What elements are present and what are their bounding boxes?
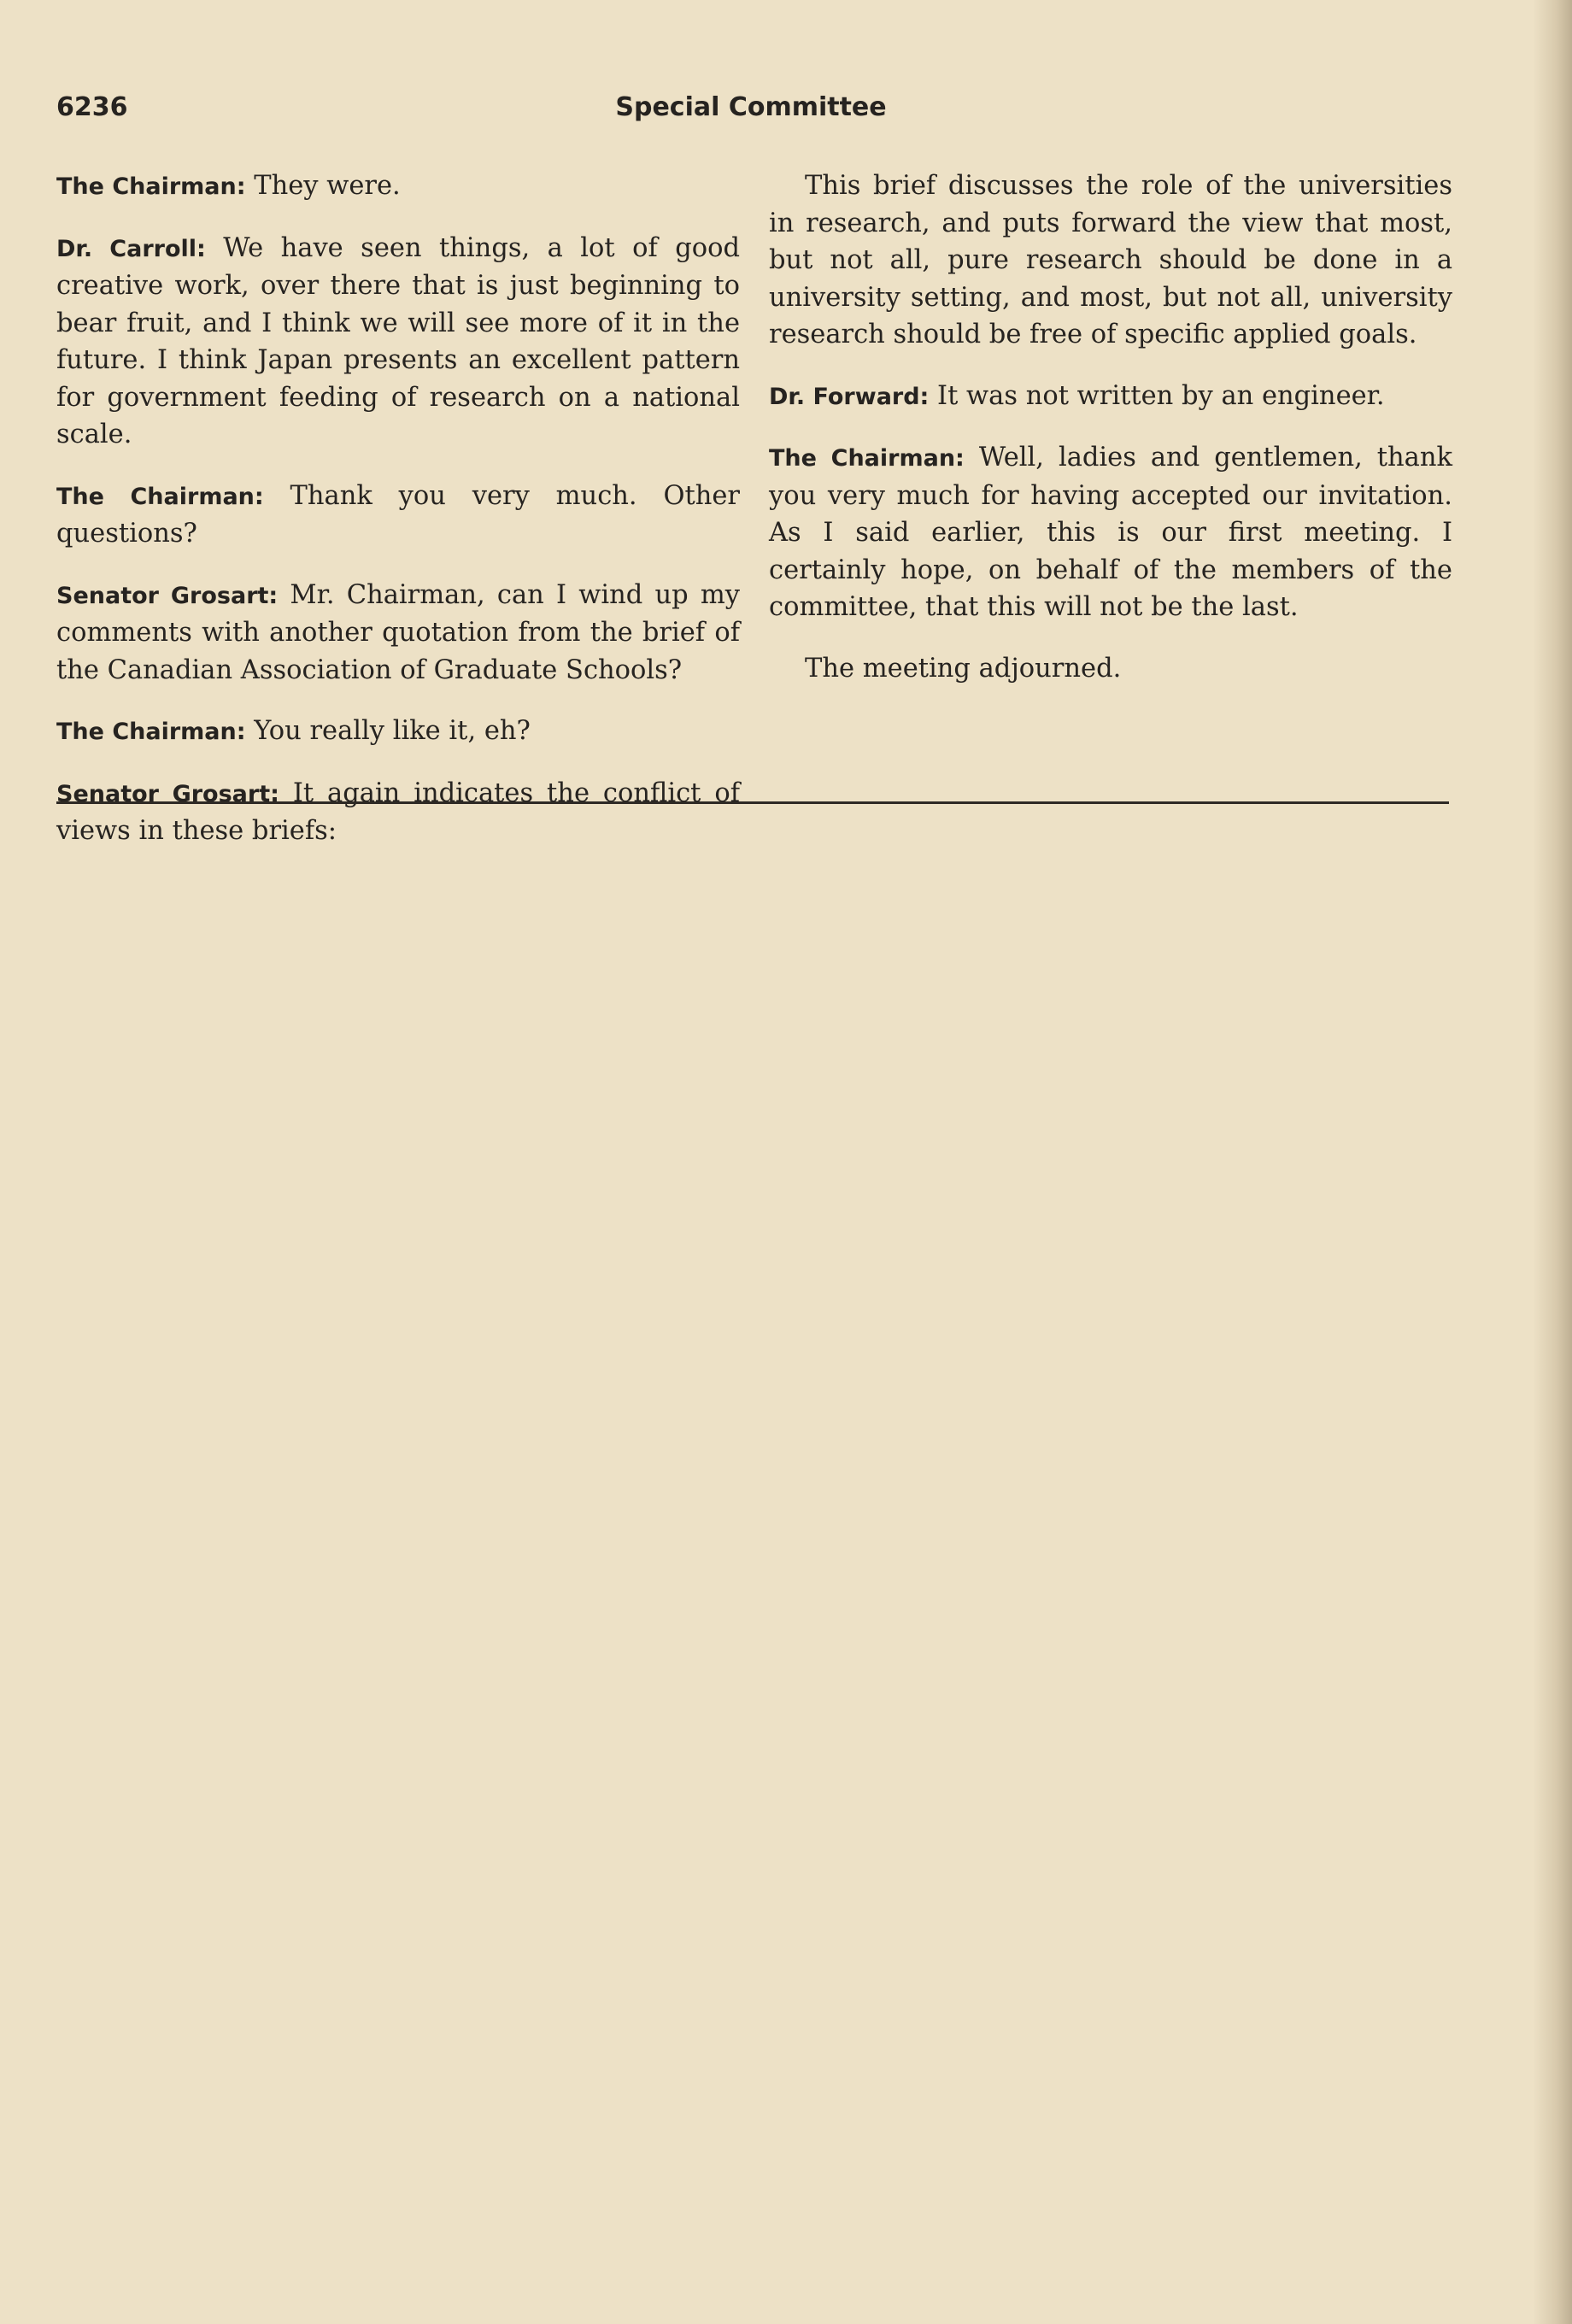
speech-text: It was not written by an engineer.: [929, 380, 1385, 411]
speaker-name: The Chairman:: [56, 719, 246, 745]
speech-text: Thank you very much. Other questions?: [56, 480, 740, 549]
speaker-name: The Chairman:: [769, 445, 965, 472]
speech-text: Well, ladies and gentlemen, thank you very much for having accepted our invitation. As I said earlier, this is our first meeting. I certainly hope, on behalf of the members of the committee, that this will not be the last.: [769, 443, 1452, 622]
speaker-name: Dr. Forward:: [769, 383, 930, 410]
speech-text: They were.: [245, 171, 401, 201]
section-divider: [56, 801, 1449, 804]
transcript-paragraph: [56, 775, 740, 850]
transcript-paragraph: [56, 167, 740, 206]
quoted-brief: This brief discusses the role of the universities in research, and puts forward the view that most, but not all, pure research should be done in a university setting, and most, but not all, university research should be free of specific applied goals.: [769, 171, 1452, 349]
speech-text: It again indicates the conflict of views in these briefs:: [56, 778, 740, 846]
transcript-paragraph: [56, 577, 740, 690]
adjournment-note: The meeting adjourned.: [805, 653, 1122, 684]
speech-text: You really like it, eh?: [245, 716, 531, 746]
page-number: 6236: [56, 92, 128, 122]
speaker-name: The Chairman:: [56, 173, 246, 200]
transcript-paragraph: [56, 713, 740, 751]
speaker-name: The Chairman:: [56, 483, 264, 510]
transcript-paragraph: [56, 478, 740, 553]
transcript-paragraph: [769, 439, 1452, 626]
page-edge-shadow: [1533, 0, 1572, 2324]
speech-text: We have seen things, a lot of good creative work, over there that is just beginning to bear fruit, and I think we will see more of it in the future. I think Japan presents an excellent pattern for government feeding of research on a national scale.: [56, 232, 740, 449]
speech-text: Mr. Chairman, can I wind up my comments with another quotation from the brief of the Canadian Association of Graduate Schools?: [56, 579, 740, 685]
transcript-paragraph: [56, 230, 740, 454]
transcript-paragraph: [769, 378, 1452, 416]
speaker-name: Senator Grosart:: [56, 780, 279, 807]
speaker-name: Dr. Carroll:: [56, 235, 206, 262]
left-column: [56, 167, 740, 874]
speaker-name: Senator Grosart:: [56, 582, 279, 609]
running-title: Special Committee: [615, 92, 887, 122]
right-column: [769, 167, 1452, 711]
page-header: [56, 92, 1446, 135]
